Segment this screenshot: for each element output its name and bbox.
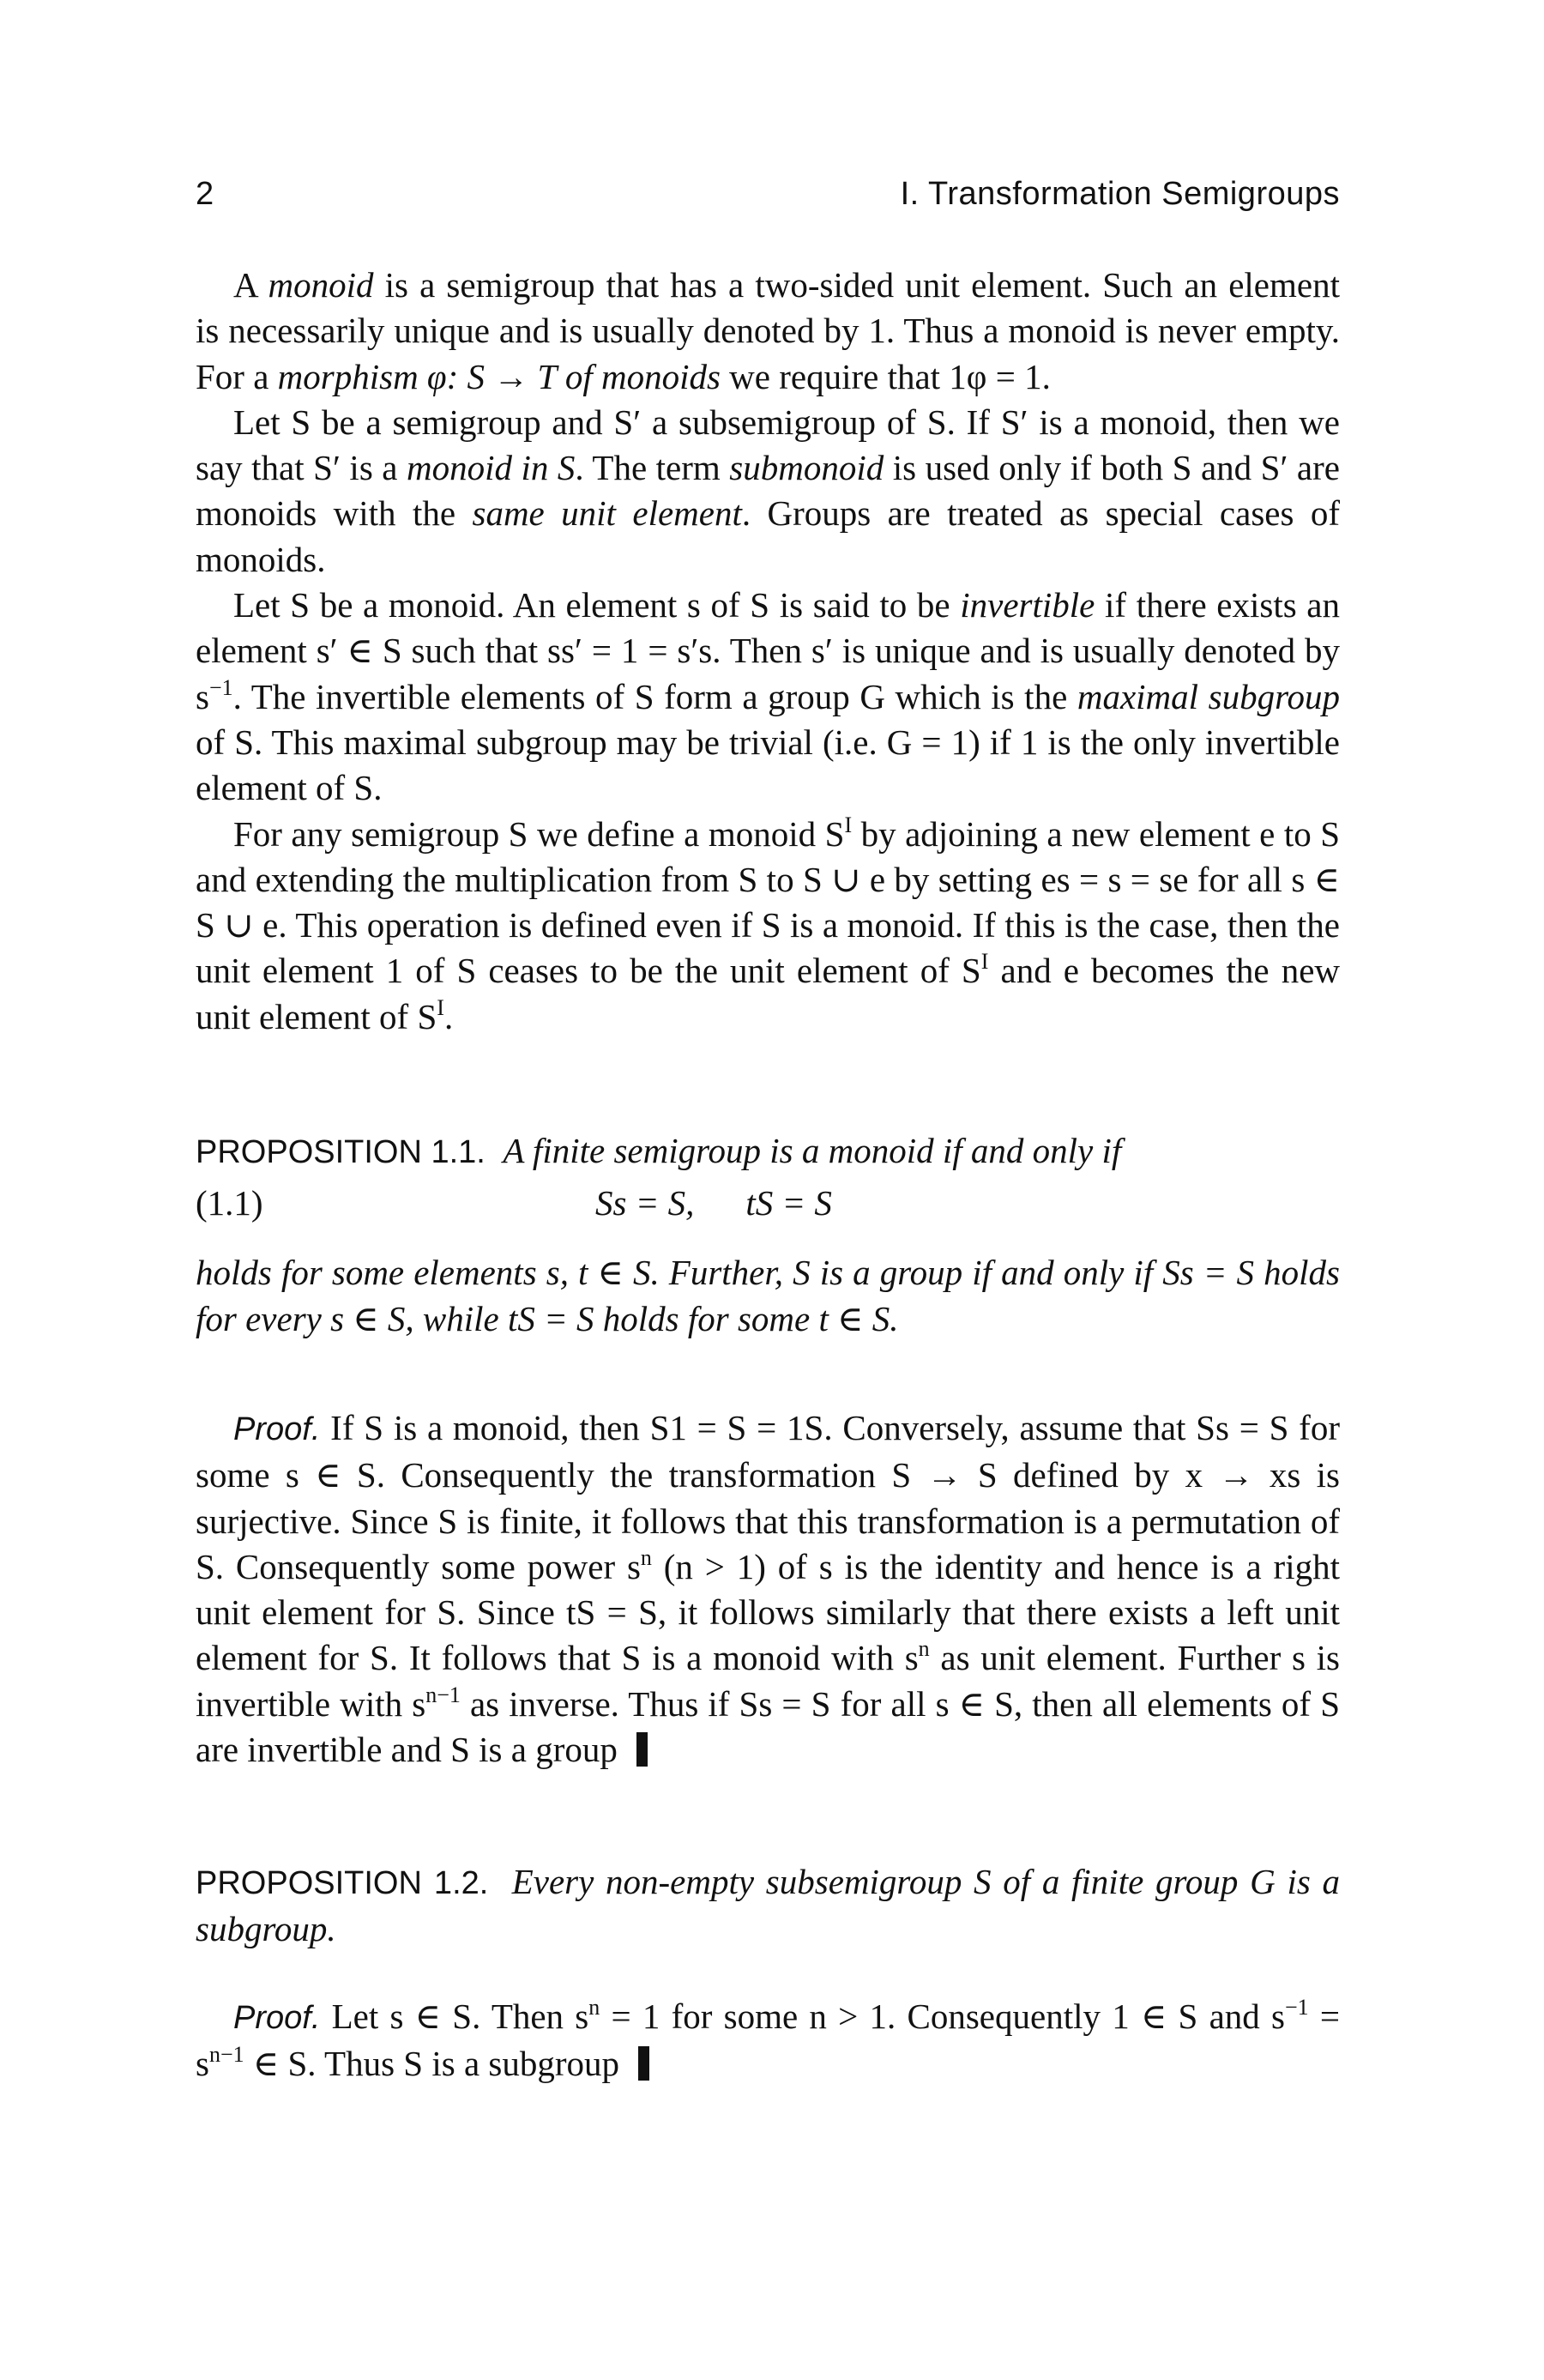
equation-body: Ss = S, tS = S <box>595 1183 832 1223</box>
proof-1-2-text: Proof. Let s ∈ S. Then $s^n = 1$ for some n > 1. Consequently 1 ∈ S and $s^{-1} = s^{n-1}$ ∈ S. Thus S is a subgroup <box>196 1995 1340 2084</box>
paragraph-monoid-definition: A monoid is a semigroup that has a two-sided unit element. Such an element is necessarily unique and is usually denoted by 1. Thus a monoid is never empty. For a morphism φ: S → T of monoids we require that 1φ = 1. <box>196 265 1340 396</box>
intro-text <box>196 263 1340 1040</box>
proposition-1-1-continuation: holds for some elements s, t ∈ S. Further, S is a group if and only if Ss = S holds for every s ∈ S, while tS = S holds for some t ∈ S. <box>196 1253 1340 1338</box>
proof-1-2 <box>196 1994 1340 2087</box>
page-header <box>196 176 1340 219</box>
proposition-1-1 <box>196 1128 1340 1342</box>
paragraph-submonoid: Let S be a semigroup and S′ a subsemigroup of S. If S′ is a monoid, then we say that S′ is a monoid in S. The term submonoid is used only if both S and S′ are monoids with the same unit element. Groups are treated as special cases of monoids. <box>196 402 1340 579</box>
proof-1-1-text: Proof. If S is a monoid, then S1 = S = 1S. Conversely, assume that Ss = S for some s ∈ S. Consequently the transformation S → S defined by x → xs is surjective. Since S is finite, it follows that this transformation is a permutation of S. Consequently some power $s^n$ (n > 1) of s is the identity and hence is a right unit element for S. Since tS = S, it follows similarly that there exists a left unit element for S. It follows that S is a monoid with $s^n$ as unit element. Further s is invertible with $s^{n-1}$ as inverse. Thus if Ss = S for all s ∈ S, then all elements of S are invertible and S is a group <box>196 1408 1340 1770</box>
proposition-1-1-label: PROPOSITION 1.1. <box>196 1134 486 1170</box>
equation-1-1 <box>196 1181 1340 1226</box>
proposition-1-2 <box>196 1859 1340 1953</box>
proposition-1-1-statement: PROPOSITION 1.1. A finite semigroup is a monoid if and only if <box>196 1131 1122 1170</box>
proposition-1-2-label: PROPOSITION 1.2. <box>196 1865 489 1901</box>
proof-1-1 <box>196 1405 1340 1773</box>
proof-label: Proof. <box>233 2000 321 2036</box>
paragraph-adjoined-unit: For any semigroup S we define a monoid $S^I$ by adjoining a new element e to S and extending the multiplication from S to S ∪ e by setting es = s = se for all s ∈ S ∪ e. This operation is defined even if S is a monoid. If this is the case, then the unit element 1 of S ceases to be the unit element of $S^I$ and e becomes the new unit element of $S^I$. <box>196 812 1341 1036</box>
paragraph-invertible: Let S be a monoid. An element s of S is said to be invertible if there exists an element s′ ∈ S such that ss′ = 1 = s′s. Then s′ is unique and is usually denoted by $s^{-1}$. The invertible elements of S form a group G which is the maximal subgroup of S. This maximal subgroup may be trivial (i.e. G = 1) if 1 is the only invertible element of S. <box>196 585 1341 808</box>
equation-number: (1.1) <box>196 1183 263 1223</box>
proof-label: Proof. <box>233 1411 321 1447</box>
proposition-1-2-statement: PROPOSITION 1.2. Every non-empty subsemigroup S of a finite group G is a subgroup. <box>196 1862 1340 1949</box>
running-head: I. Transformation Semigroups <box>900 176 1340 212</box>
end-of-proof-mark <box>638 2046 649 2081</box>
page-number: 2 <box>196 176 214 212</box>
end-of-proof-mark <box>636 1732 648 1767</box>
